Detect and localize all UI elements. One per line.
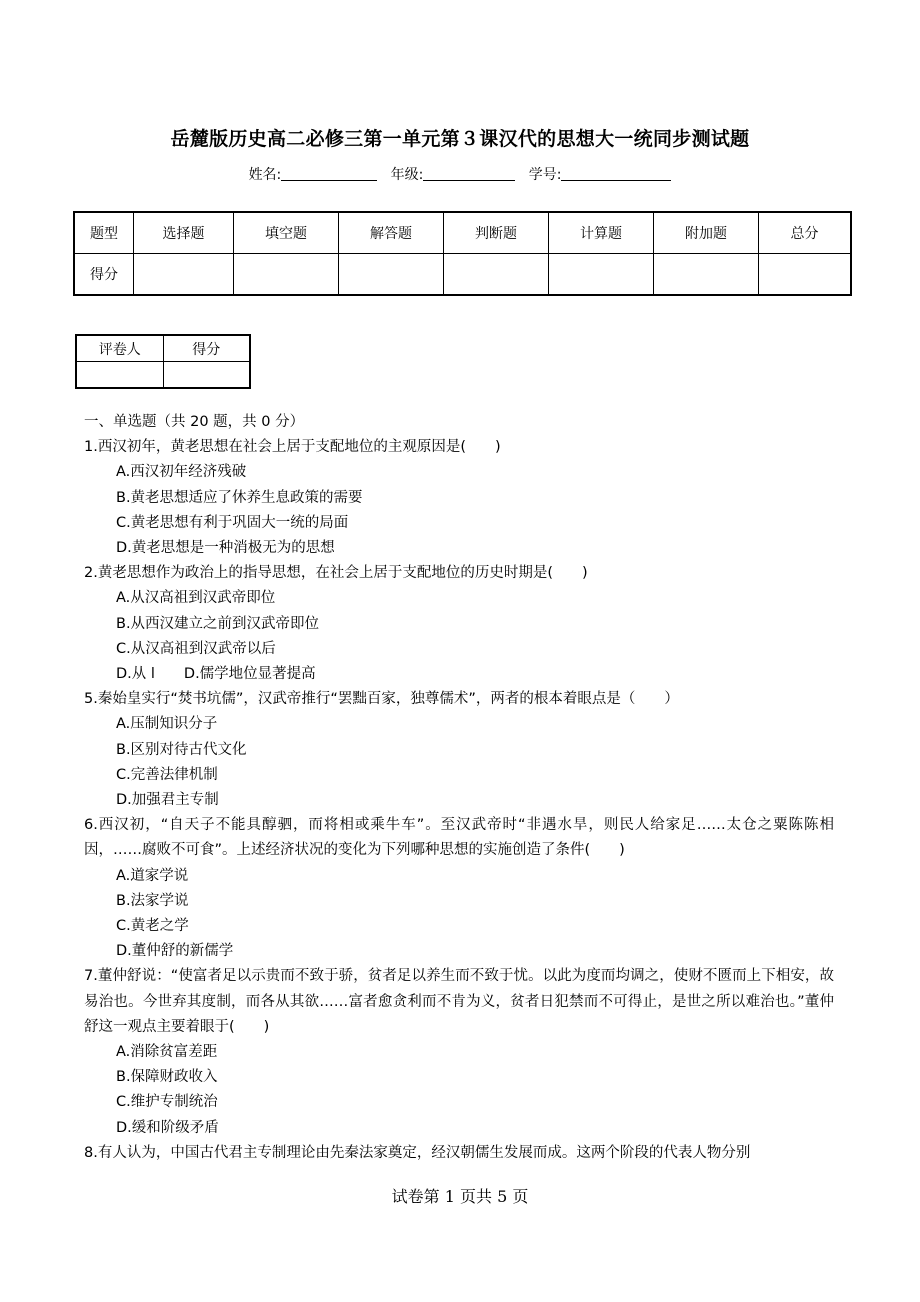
option-d[interactable]: D.加强君主专制 xyxy=(116,792,219,809)
option-c[interactable]: C.从汉高祖到汉武帝以后 xyxy=(116,640,276,657)
score-table xyxy=(73,211,852,296)
option-d[interactable]: D.从 l D.儒学地位显著提高 xyxy=(116,666,316,683)
header-cell: 计算题 xyxy=(549,212,654,254)
question-stem: 6.西汉初，“自天子不能具醇驷，而将相或乘牛车”。至汉武帝时“非遇水旱，则民人给家足……太仓之粟陈陈相因，……腐败不可食”。上述经济状况的变化为下列哪种思想的实施创造了条件( ) xyxy=(84,817,834,859)
option-c[interactable]: C.完善法律机制 xyxy=(116,766,218,783)
question-stem: 5.秦始皇实行“焚书坑儒”，汉武帝推行“罢黜百家，独尊儒术”，两者的根本着眼点是（ ） xyxy=(84,691,679,708)
grader-header-row xyxy=(76,335,250,362)
question-stem: 2.黄老思想作为政治上的指导思想，在社会上居于支配地位的历史时期是( ) xyxy=(84,565,588,582)
option-b[interactable]: B.黄老思想适应了休养生息政策的需要 xyxy=(116,489,363,506)
option-a[interactable]: A.从汉高祖到汉武帝即位 xyxy=(116,590,276,607)
option-d[interactable]: D.缓和阶级矛盾 xyxy=(116,1119,219,1136)
question-list xyxy=(84,410,834,1166)
option-c[interactable]: C.黄老思想有利于巩固大一统的局面 xyxy=(116,514,349,531)
score-cell[interactable] xyxy=(134,254,234,296)
option-d[interactable]: D.董仲舒的新儒学 xyxy=(116,943,234,960)
score-table-header-row xyxy=(74,212,851,254)
score-cell[interactable] xyxy=(759,254,852,296)
student-info xyxy=(0,164,920,184)
name-label: 姓名: xyxy=(248,167,282,183)
score-table-score-row xyxy=(74,254,851,296)
score-cell[interactable] xyxy=(549,254,654,296)
option-b[interactable]: B.从西汉建立之前到汉武帝即位 xyxy=(116,615,320,632)
question-stem: 7.董仲舒说：“使富者足以示贵而不致于骄，贫者足以养生而不致于忧。以此为度而均调之，使财不匮而上下相安，故易治也。今世弃其度制，而各从其欲……富者愈贪利而不肯为义，贫者日犯禁而不可得止，是世之所以难治也。”董仲舒这一观点主要着眼于( ) xyxy=(84,968,834,1035)
grader-input-row xyxy=(76,362,250,389)
option-d[interactable]: D.黄老思想是一种消极无为的思想 xyxy=(116,540,335,557)
option-b[interactable]: B.法家学说 xyxy=(116,892,189,909)
header-cell: 判断题 xyxy=(444,212,549,254)
question-stem: 8.有人认为，中国古代君主专制理论由先秦法家奠定，经汉朝儒生发展而成。这两个阶段的代表人物分别 xyxy=(84,1144,751,1161)
grader-score-header: 得分 xyxy=(163,335,250,362)
header-cell: 解答题 xyxy=(339,212,444,254)
option-a[interactable]: A.西汉初年经济残破 xyxy=(116,464,247,481)
option-c[interactable]: C.维护专制统治 xyxy=(116,1094,218,1111)
score-cell[interactable] xyxy=(654,254,759,296)
page-footer: 试卷第 1 页共 5 页 xyxy=(391,1187,529,1206)
question-stem: 1.西汉初年，黄老思想在社会上居于支配地位的主观原因是( ) xyxy=(84,439,501,456)
grader-score-cell[interactable] xyxy=(163,362,250,389)
section-heading: 一、单选题（共 20 题，共 0 分） xyxy=(84,414,305,430)
id-field[interactable] xyxy=(561,166,671,181)
grade-field[interactable] xyxy=(423,166,515,181)
header-cell: 填空题 xyxy=(234,212,339,254)
grader-table xyxy=(75,334,251,389)
option-a[interactable]: A.消除贫富差距 xyxy=(116,1044,218,1061)
name-field[interactable] xyxy=(281,166,377,181)
option-a[interactable]: A.道家学说 xyxy=(116,867,189,884)
header-cell: 总分 xyxy=(759,212,852,254)
header-cell: 附加题 xyxy=(654,212,759,254)
id-label: 学号: xyxy=(528,167,562,183)
option-b[interactable]: B.保障财政收入 xyxy=(116,1069,218,1086)
header-cell: 选择题 xyxy=(134,212,234,254)
score-cell[interactable] xyxy=(234,254,339,296)
grader-header: 评卷人 xyxy=(76,335,163,362)
score-cell[interactable] xyxy=(444,254,549,296)
option-c[interactable]: C.黄老之学 xyxy=(116,918,189,935)
grade-label: 年级: xyxy=(390,167,424,183)
score-cell[interactable] xyxy=(339,254,444,296)
option-a[interactable]: A.压制知识分子 xyxy=(116,716,218,733)
grader-cell[interactable] xyxy=(76,362,163,389)
option-b[interactable]: B.区别对待古代文化 xyxy=(116,741,247,758)
score-row-label: 得分 xyxy=(74,254,134,296)
exam-title: 岳麓版历史高二必修三第一单元第３课汉代的思想大一统同步测试题 xyxy=(170,128,750,150)
header-cell: 题型 xyxy=(74,212,134,254)
